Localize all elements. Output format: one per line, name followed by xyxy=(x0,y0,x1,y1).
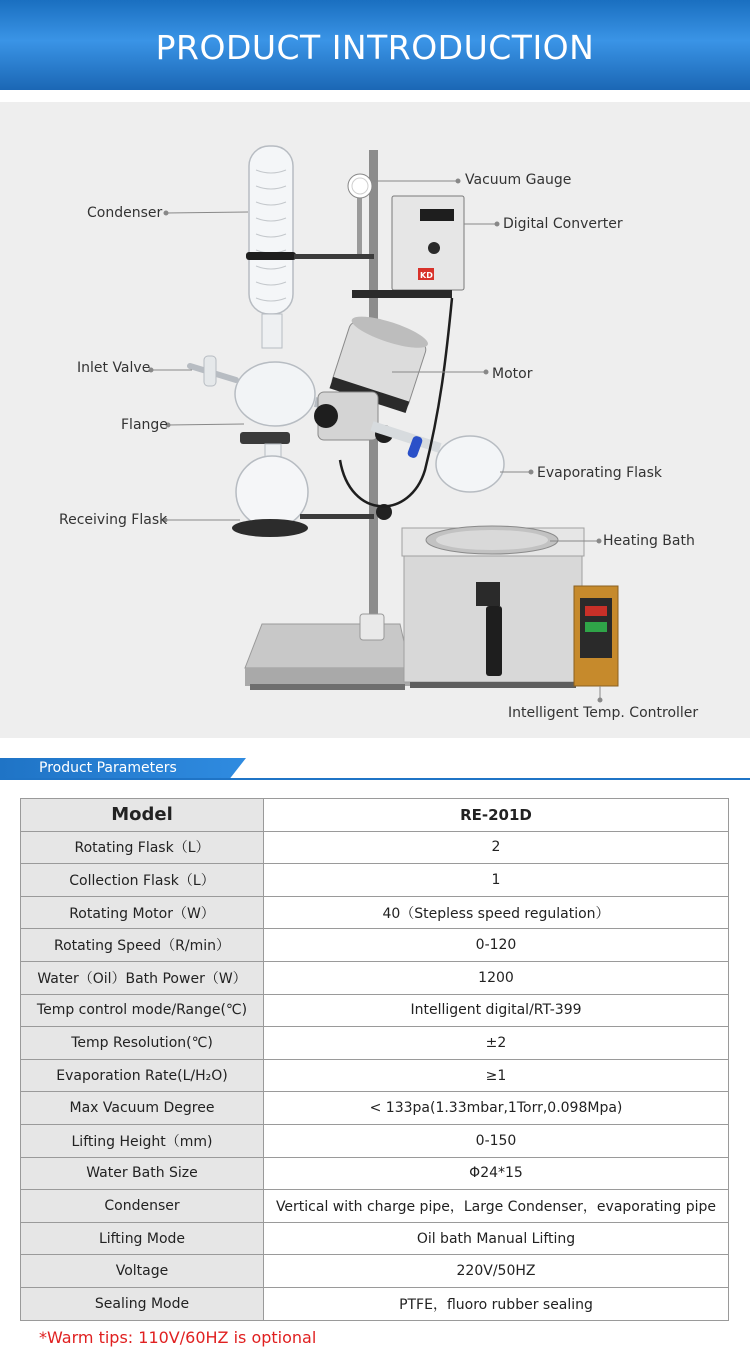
param-key: Condenser xyxy=(21,1190,264,1223)
params-header-label: Product Parameters xyxy=(39,760,177,776)
param-value: 1200 xyxy=(264,961,729,994)
table-row xyxy=(21,961,729,994)
table-header-row xyxy=(21,799,729,832)
table-row xyxy=(21,1092,729,1125)
param-value: PTFE，fluoro rubber sealing xyxy=(264,1287,729,1320)
table-row xyxy=(21,1157,729,1190)
param-key: Temp control mode/Range(℃) xyxy=(21,994,264,1027)
param-key: Water（Oil）Bath Power（W） xyxy=(21,961,264,994)
param-key: Voltage xyxy=(21,1255,264,1288)
table-row xyxy=(21,1027,729,1060)
param-key: Model xyxy=(21,799,264,832)
param-value: RE-201D xyxy=(264,799,729,832)
table-row xyxy=(21,1190,729,1223)
callout-vacuum-gauge: Vacuum Gauge xyxy=(465,172,572,188)
callout-temp-controller: Intelligent Temp. Controller xyxy=(508,705,699,721)
table-row xyxy=(21,1255,729,1288)
param-value: < 133pa(1.33mbar,1Torr,0.098Mpa) xyxy=(264,1092,729,1125)
callout-receiving-flask: Receiving Flask xyxy=(59,512,168,528)
page-title: PRODUCT INTRODUCTION xyxy=(155,28,595,67)
param-value: 1 xyxy=(264,864,729,897)
param-key: Rotating Motor（W） xyxy=(21,896,264,929)
param-value: Oil bath Manual Lifting xyxy=(264,1222,729,1255)
param-key: Water Bath Size xyxy=(21,1157,264,1190)
table-row xyxy=(21,1222,729,1255)
callout-condenser: Condenser xyxy=(87,205,163,221)
table-row xyxy=(21,1059,729,1092)
param-value: Vertical with charge pipe，Large Condenser，evaporating pipe xyxy=(264,1190,729,1223)
table-row xyxy=(21,831,729,864)
param-value: 2 xyxy=(264,831,729,864)
callout-flange: Flange xyxy=(121,417,168,433)
kd-logo: KD xyxy=(420,271,433,280)
param-value: Φ24*15 xyxy=(264,1157,729,1190)
product-photo xyxy=(0,102,750,738)
param-value: Intelligent digital/RT-399 xyxy=(264,994,729,1027)
table-row xyxy=(21,896,729,929)
title-banner xyxy=(0,0,750,90)
param-value: ±2 xyxy=(264,1027,729,1060)
params-section-header xyxy=(0,758,750,780)
callout-heating-bath: Heating Bath xyxy=(603,533,695,549)
param-value: ≥1 xyxy=(264,1059,729,1092)
callout-motor: Motor xyxy=(492,366,533,382)
param-key: Rotating Speed（R/min） xyxy=(21,929,264,962)
param-value: 220V/50HZ xyxy=(264,1255,729,1288)
table-row xyxy=(21,994,729,1027)
param-key: Lifting Height（mm) xyxy=(21,1124,264,1157)
param-value: 40（Stepless speed regulation） xyxy=(264,896,729,929)
param-value: 0-150 xyxy=(264,1124,729,1157)
params-divider xyxy=(0,778,750,780)
param-key: Sealing Mode xyxy=(21,1287,264,1320)
callout-evaporating-flask: Evaporating Flask xyxy=(537,465,663,481)
table-row xyxy=(21,929,729,962)
param-key: Collection Flask（L） xyxy=(21,864,264,897)
param-key: Lifting Mode xyxy=(21,1222,264,1255)
table-row xyxy=(21,1124,729,1157)
param-value: 0-120 xyxy=(264,929,729,962)
callout-inlet-valve: Inlet Valve xyxy=(77,360,151,376)
params-table xyxy=(20,798,729,1321)
warm-tips: *Warm tips: 110V/60HZ is optional xyxy=(39,1328,317,1347)
param-key: Max Vacuum Degree xyxy=(21,1092,264,1125)
table-row xyxy=(21,864,729,897)
param-key: Rotating Flask（L） xyxy=(21,831,264,864)
param-key: Evaporation Rate(L/H₂O) xyxy=(21,1059,264,1092)
callout-digital-converter: Digital Converter xyxy=(503,216,623,232)
table-row xyxy=(21,1287,729,1320)
param-key: Temp Resolution(℃) xyxy=(21,1027,264,1060)
